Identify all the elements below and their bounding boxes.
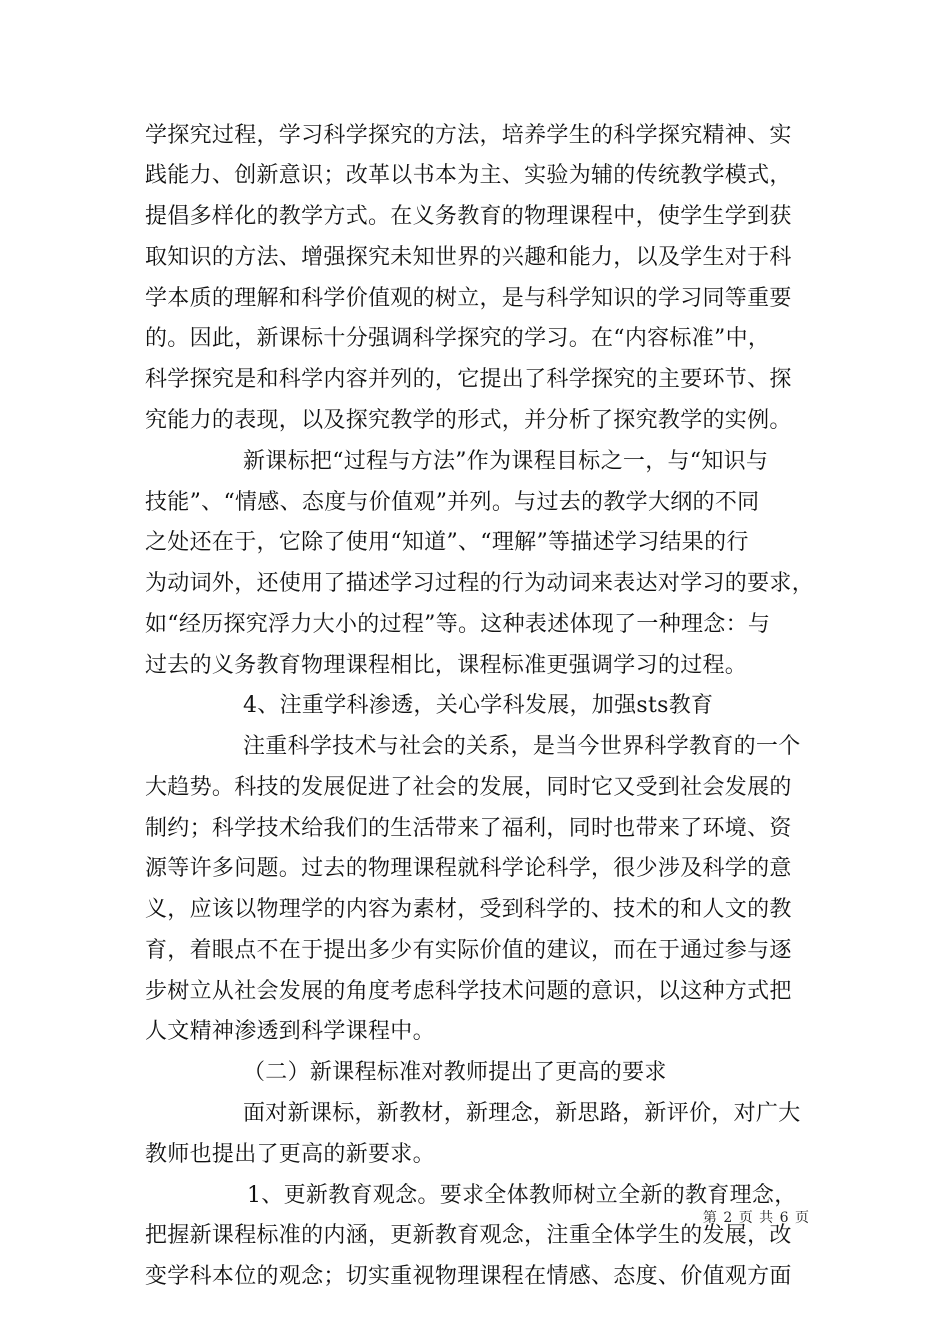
text-line: 教师也提出了更高的新要求。 bbox=[145, 1142, 435, 1167]
text-line: 如“经历探究浮力大小的过程”等。这种表述体现了一种理念：与 bbox=[145, 612, 771, 637]
text-line: 育，着眼点不在于提出多少有实际价值的建议，而在于通过参与逐 bbox=[145, 938, 792, 963]
text-line: 的。因此，新课标十分强调科学探究的学习。在“内容标准”中， bbox=[145, 326, 771, 351]
text-line: 为动词外，还使用了描述学习过程的行为动词来表达对学习的要求， bbox=[145, 571, 815, 596]
text-line: 科学探究是和科学内容并列的，它提出了科学探究的主要环节、探 bbox=[145, 367, 792, 392]
text-line: 义，应该以物理学的内容为素材，受到科学的、技术的和人文的教 bbox=[145, 897, 792, 922]
text-line: 学本质的理解和科学价值观的树立，是与科学知识的学习同等重要 bbox=[145, 286, 792, 311]
paragraph-start-line: 1、更新教育观念。要求全体教师树立全新的教育理念， bbox=[247, 1183, 797, 1208]
text-line: 技能”、“情感、态度与价值观”并列。与过去的教学大纲的不同 bbox=[145, 490, 760, 515]
text-line: 过去的义务教育物理课程相比，课程标准更强调学习的过程。 bbox=[145, 653, 748, 678]
page-number: 第 2 页 共 6 页 bbox=[702, 1210, 810, 1226]
text-line: 大趋势。科技的发展促进了社会的发展，同时它又受到社会发展的 bbox=[145, 775, 792, 800]
text-line: 人文精神渗透到科学课程中。 bbox=[145, 1019, 435, 1044]
paragraph-start-line: 新课标把“过程与方法”作为课程目标之一，与“知识与 bbox=[243, 449, 769, 474]
text-line: 之处还在于，它除了使用“知道”、“理解”等描述学习结果的行 bbox=[145, 530, 749, 555]
text-line: 变学科本位的观念；切实重视物理课程在情感、态度、价值观方面 bbox=[145, 1264, 792, 1289]
text-line: 源等许多问题。过去的物理课程就科学论科学，很少涉及科学的意 bbox=[145, 856, 792, 881]
text-line: 取知识的方法、增强探究未知世界的兴趣和能力，以及学生对于科 bbox=[145, 245, 792, 270]
text-line: 提倡多样化的教学方式。在义务教育的物理课程中，使学生学到获 bbox=[145, 204, 792, 229]
text-line: 究能力的表现，以及探究教学的形式，并分析了探究教学的实例。 bbox=[145, 408, 792, 433]
section-heading: 4、注重学科渗透，关心学科发展，加强sts教育 bbox=[243, 693, 714, 718]
text-line: 把握新课程标准的内涵，更新教育观念，注重全体学生的发展，改 bbox=[145, 1223, 792, 1248]
paragraph-start-line: 面对新课标，新教材，新理念，新思路，新评价，对广大 bbox=[243, 1101, 801, 1126]
text-line: 步树立从社会发展的角度考虑科学技术问题的意识，以这种方式把 bbox=[145, 979, 792, 1004]
section-heading: （二）新课程标准对教师提出了更高的要求 bbox=[243, 1060, 667, 1085]
paragraph-start-line: 注重科学技术与社会的关系，是当今世界科学教育的一个 bbox=[243, 734, 801, 759]
text-line: 学探究过程，学习科学探究的方法，培养学生的科学探究精神、实 bbox=[145, 123, 792, 148]
text-line: 践能力、创新意识；改革以书本为主、实验为辅的传统教学模式， bbox=[145, 163, 792, 188]
text-line: 制约；科学技术给我们的生活带来了福利，同时也带来了环境、资 bbox=[145, 816, 792, 841]
